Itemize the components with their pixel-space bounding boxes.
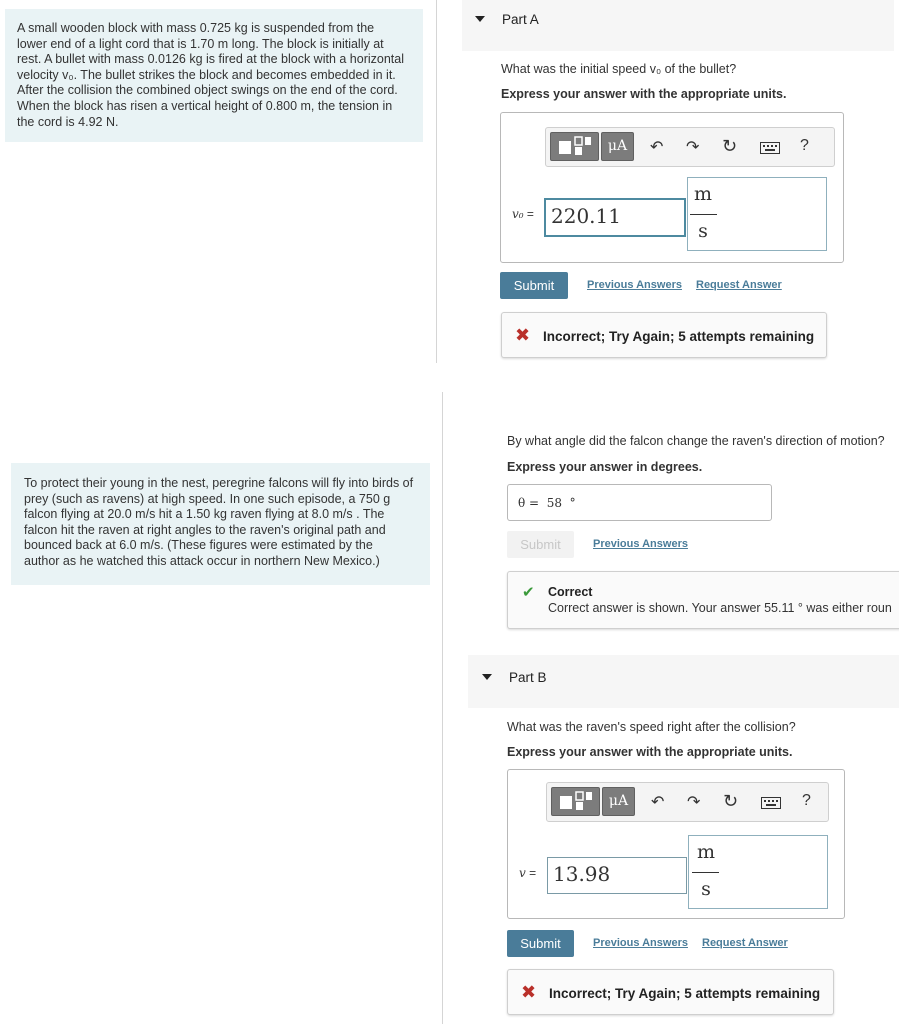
question-text: By what angle did the falcon change the raven's direction of motion? — [507, 434, 885, 448]
problem-line: lower end of a light cord that is 1.70 m long. The block is initially at — [17, 36, 384, 51]
submit-button[interactable]: Submit — [507, 930, 574, 957]
x-icon: ✖ — [521, 982, 537, 1002]
problem-line: A small wooden block with mass 0.725 kg is suspended from the — [17, 21, 375, 35]
collapse-triangle-icon[interactable] — [475, 16, 485, 22]
math-toolbar — [545, 127, 835, 167]
part-title: Part A — [502, 12, 539, 27]
collapse-triangle-icon[interactable] — [482, 674, 492, 680]
instruction-text: Express your answer in degrees. — [507, 460, 703, 474]
part-b-header[interactable] — [468, 655, 899, 708]
previous-answers-link[interactable]: Previous Answers — [587, 279, 682, 291]
request-answer-link[interactable]: Request Answer — [696, 279, 782, 291]
answer-box — [500, 112, 844, 263]
part-title: Part B — [509, 670, 547, 685]
fraction-bar — [690, 214, 717, 215]
help-icon[interactable]: ? — [800, 137, 809, 154]
mu-a-label: μA — [608, 793, 629, 809]
math-toolbar — [546, 782, 829, 822]
submit-button-disabled: Submit — [507, 531, 574, 558]
unit-denominator: s — [698, 220, 708, 242]
units-input[interactable] — [688, 835, 828, 909]
problem-line: rest. A bullet with mass 0.0126 kg is fired at the block with a horizontal — [17, 52, 405, 67]
feedback-text: Incorrect; Try Again; 5 attempts remaining — [549, 986, 821, 1001]
question-text: What was the initial speed v₀ of the bullet? — [501, 62, 737, 76]
reset-icon[interactable]: ↻ — [723, 791, 739, 811]
problem-line: bounced back at 6.0 m/s. (These figures were estimated by the — [24, 538, 373, 553]
feedback-text: Incorrect; Try Again; 5 attempts remaining — [543, 329, 815, 344]
value-input[interactable]: 220.11 — [544, 198, 686, 237]
problem-line: velocity v₀. The bullet strikes the block and becomes embedded in it. — [17, 67, 396, 82]
undo-icon[interactable]: ↶ — [650, 139, 664, 156]
units-button[interactable] — [602, 787, 635, 816]
templates-icon — [552, 788, 599, 815]
units-button[interactable] — [601, 132, 634, 161]
angle-answer: θ = 58 ° — [518, 496, 576, 510]
divider — [436, 0, 437, 363]
part-a-header[interactable] — [462, 0, 894, 51]
templates-button[interactable] — [550, 132, 599, 161]
answer-box — [507, 769, 845, 919]
angle-answer-field — [507, 484, 772, 521]
x-icon: ✖ — [515, 325, 531, 345]
problem-statement-1 — [5, 9, 423, 142]
request-answer-link[interactable]: Request Answer — [702, 937, 788, 949]
keyboard-icon[interactable] — [761, 797, 781, 809]
feedback-correct — [507, 571, 899, 629]
problem-statement-2 — [11, 463, 430, 585]
help-icon[interactable]: ? — [802, 792, 811, 809]
check-icon: ✔ — [522, 584, 535, 601]
problem-line: author as he watched this attack occur in northern New Mexico.) — [24, 553, 380, 568]
keyboard-icon[interactable] — [760, 142, 780, 154]
unit-numerator: m — [693, 183, 713, 205]
redo-icon[interactable]: ↷ — [686, 139, 700, 156]
feedback-incorrect — [507, 969, 834, 1015]
instruction-text: Express your answer with the appropriate units. — [501, 87, 787, 101]
problem-line: the cord is 4.92 N. — [17, 114, 119, 129]
feedback-incorrect — [501, 312, 827, 358]
correct-detail: Correct answer is shown. Your answer 55.11 ° was either roun — [548, 601, 892, 615]
previous-answers-link[interactable]: Previous Answers — [593, 538, 688, 550]
variable-label: v = — [519, 866, 537, 880]
divider — [442, 392, 443, 1024]
problem-line: falcon hit the raven at right angles to the raven's original path and — [24, 522, 386, 537]
unit-denominator: s — [701, 878, 711, 900]
fraction-bar — [692, 872, 719, 873]
value-input[interactable]: 13.98 — [547, 857, 687, 894]
problem-line: falcon flying at 20.0 m/s hit a 1.50 kg raven flying at 8.0 m/s . The — [24, 507, 385, 522]
templates-icon — [551, 133, 598, 160]
reset-icon[interactable]: ↻ — [722, 136, 738, 156]
correct-title: Correct — [548, 585, 593, 599]
instruction-text: Express your answer with the appropriate units. — [507, 745, 793, 759]
undo-icon[interactable]: ↶ — [651, 794, 665, 811]
variable-label: v₀ = — [512, 207, 534, 221]
mu-a-label: μA — [607, 138, 628, 154]
previous-answers-link[interactable]: Previous Answers — [593, 937, 688, 949]
question-text: What was the raven's speed right after the collision? — [507, 720, 796, 734]
redo-icon[interactable]: ↷ — [687, 794, 701, 811]
problem-line: prey (such as ravens) at high speed. In one such episode, a 750 g — [24, 491, 391, 506]
submit-button[interactable]: Submit — [500, 272, 568, 299]
problem-line: When the block has risen a vertical height of 0.800 m, the tension in — [17, 98, 393, 113]
problem-line: After the collision the combined object swings on the end of the cord. — [17, 83, 398, 98]
templates-button[interactable] — [551, 787, 600, 816]
problem-line: To protect their young in the nest, peregrine falcons will fly into birds of — [24, 476, 414, 490]
unit-numerator: m — [696, 841, 716, 863]
units-input[interactable] — [687, 177, 827, 251]
